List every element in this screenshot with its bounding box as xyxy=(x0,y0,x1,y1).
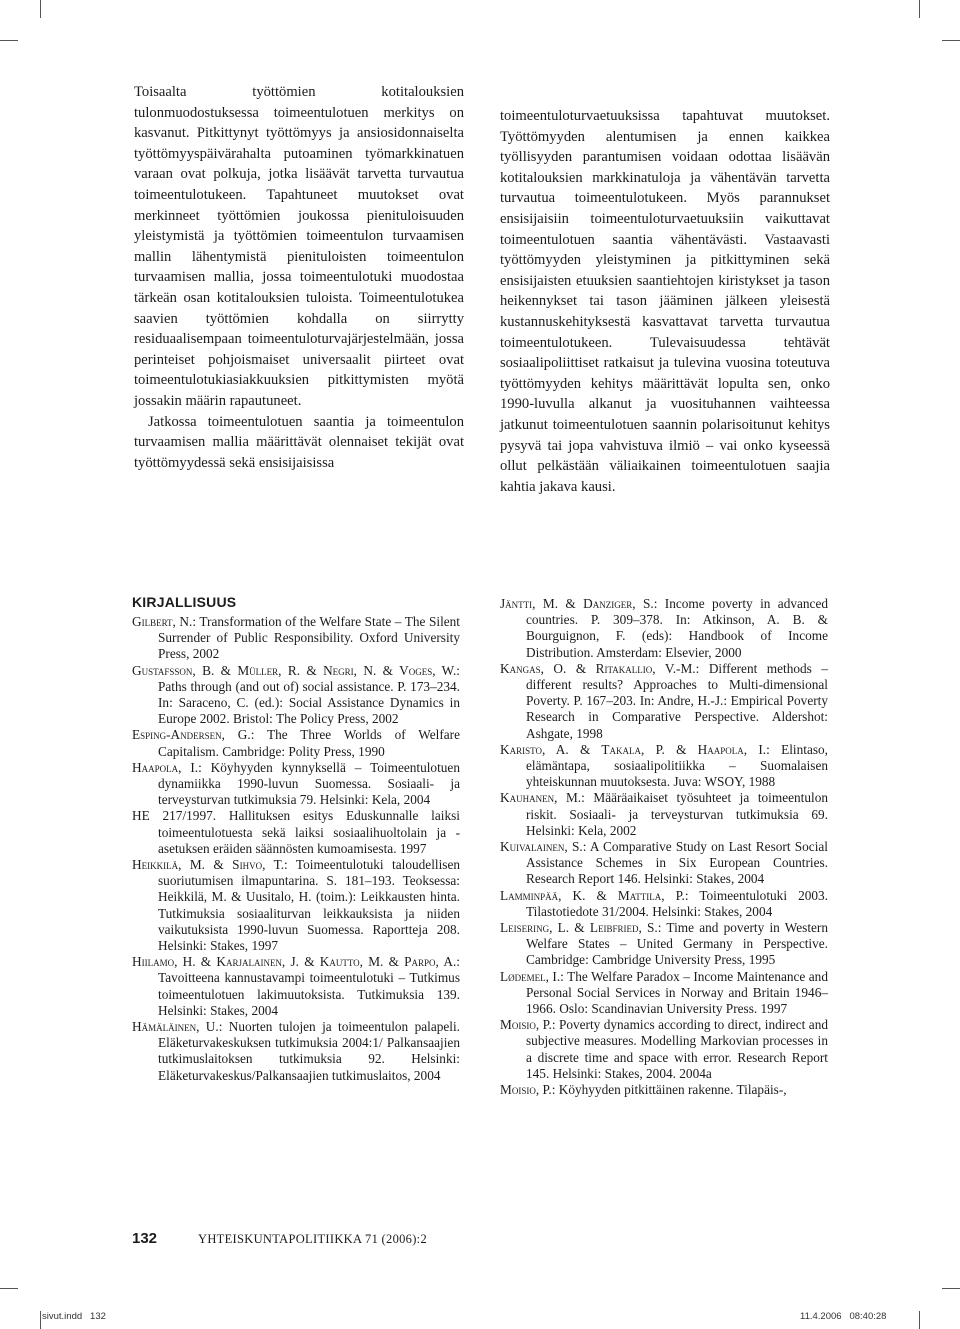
reference-authors: Lamminpää, K. & Mattila, P. xyxy=(500,887,685,903)
reference-entry xyxy=(132,614,460,663)
reference-authors: Jäntti, M. & Danziger, S. xyxy=(500,596,654,611)
reference-entry xyxy=(500,1082,828,1098)
reference-authors: Leisering, L. & Leibfried, S. xyxy=(500,920,658,936)
reference-text: : Time and poverty in Western Welfare States – United Germany in Perspective. Cambridge: Cambridge University Press, 1995 xyxy=(526,920,828,968)
references-list-right xyxy=(500,596,828,1098)
crop-mark xyxy=(0,40,18,41)
reference-authors: Hiilamo, H. & Karjalainen, J. & Kautto, M. & Parpo, A. xyxy=(132,954,457,970)
reference-authors: Kuivalainen, S. xyxy=(500,839,583,855)
slug-filename: sivut.indd 132 xyxy=(42,1311,106,1322)
reference-text: : Nuorten tulojen ja toimeentulon palapeli. Eläketurvakeskuksen tutkimuksia 2004:1/ Palkansaajien tutkimuslaitoksen tutkimuksia 92. Helsinki: Eläketurvakeskus/Palkansaajien tutkimuslaitos, 2004 xyxy=(158,1019,460,1083)
reference-text: HE 217/1997. Hallituksen esitys Eduskunnalle laiksi toimeentulotuesta sekä laiksi sosiaalihuoltolain ja -asetuksen eräiden säännösten kumoamisesta. 1997 xyxy=(132,808,460,856)
reference-entry xyxy=(132,663,460,728)
reference-entry xyxy=(132,1019,460,1084)
reference-text: : The Three Worlds of Welfare Capitalism. Cambridge: Polity Press, 1990 xyxy=(158,727,460,759)
reference-text: : Income poverty in advanced countries. P. 309–378. In: Atkinson, A. B. & Bourguignon, F. (eds): Handbook of Income Distribution. Amsterdam: Elsevier, 2000 xyxy=(526,596,829,660)
crop-mark xyxy=(919,1311,920,1329)
reference-text: : Elintaso, elämäntapa, sosiaalipolitiikka – Suomalaisen yhteiskunnan muutoksesta. Juva: WSOY, 1988 xyxy=(526,741,829,790)
reference-entry xyxy=(132,954,460,1019)
reference-entry xyxy=(500,969,828,1018)
reference-authors: Gilbert, N. xyxy=(132,614,193,629)
reference-authors: Moisio, P. xyxy=(500,1017,552,1033)
crop-mark xyxy=(40,1311,41,1329)
reference-text: : Määräaikaiset työsuhteet ja toimeentulon riskit. Sosiaali- ja terveysturvan tutkimuksia 69. Helsinki: Kela, 2002 xyxy=(526,790,828,838)
reference-authors: Kangas, O. & Ritakallio, V.-M. xyxy=(500,660,696,676)
reference-text: : Transformation of the Welfare State – The Silent Surrender of Public Responsibility. Oxford University Press, 2002 xyxy=(158,614,461,662)
body-column-right xyxy=(500,106,830,497)
journal-title: YHTEISKUNTAPOLITIIKKA 71 (2006):2 xyxy=(198,1232,428,1246)
reference-entry xyxy=(500,661,828,742)
reference-authors: Lødemel, I. xyxy=(500,968,561,984)
reference-entry xyxy=(132,727,460,759)
reference-entry xyxy=(500,790,828,839)
reference-authors: Karisto, A. & Takala, P. & Haapola, I. xyxy=(500,741,767,757)
crop-mark xyxy=(0,1288,18,1289)
reference-text: : Köyhyyden kynnyksellä – Toimeentulotuen dynamiikka 1990-luvun Suomessa. Sosiaali- ja terveysturvan tutkimuksia 79. Helsinki: Kela, 2004 xyxy=(158,759,460,808)
references-heading: KIRJALLISUUS xyxy=(132,594,237,610)
reference-text: : Poverty dynamics according to direct, indirect and subjective measures. Modelling Markovian processes in a discrete time and space with error. Research Report 145. Helsinki: Stakes, 2004. 2004a xyxy=(526,1017,828,1081)
reference-entry xyxy=(500,742,828,791)
reference-entry xyxy=(132,760,460,809)
body-paragraph: toimeentuloturvaetuuksissa tapahtuvat muutokset. Työttömyyden alentumisen ja ennen kaikkea työllisyyden parantumisen voidaan odottaa lisäävän kotitalouksien markkinatuloja ja vähentävän tarvetta turvautua toimeentulotukeen. Myös parannukset ensisijaisiin toimeentuloturvaetuuksiin vaikuttavat toimeentulotuen saantia vähentävästi. Vastaavasti työttömyyden yleistyminen ja pitkittyminen sekä ensisijaisten etuuksien saantiehtojen kiristykset ja tason heikennykset tai tason jääminen jälkeen yleisestä kustannuskehityksestä kasvattavat tarvetta turvautua toimeentulotukeen. Tulevaisuudessa tehtävät sosiaalipoliittiset ratkaisut ja tulevina vuosina toteutuva työttömyyden kehitys määrittävät lopulta sen, onko 1990-luvulla alkanut ja vuosituhannen vaihteessa jatkunut toimeentulotuen saannin polarisoitunut kehitys pysyvä tai jopa vahvistuva ilmiö – vai onko kyseessä ollut pelkästään väliaikainen toimeentulotuen saajia kahtia jakava kausi. xyxy=(500,108,830,495)
reference-text: : Köyhyyden pitkittäinen rakenne. Tilapäis-, xyxy=(551,1082,787,1098)
reference-authors: Moisio, P. xyxy=(500,1082,552,1098)
body-paragraph: Jatkossa toimeentulotuen saantia ja toimeentulon turvaamisen mallia määrittävät olennaiset tekijät ovat työttömyydessä sekä ensisijaisissa xyxy=(134,413,464,471)
body-column-left xyxy=(134,82,464,473)
reference-text: : A Comparative Study on Last Resort Social Assistance Schemes in Six European Countries. Research Report 146. Helsinki: Stakes, 2004 xyxy=(526,839,828,887)
reference-authors: Haapola, I. xyxy=(132,759,199,775)
crop-mark xyxy=(919,0,920,18)
crop-mark xyxy=(942,40,960,41)
reference-authors: Esping-Andersen, G. xyxy=(132,727,251,743)
reference-entry xyxy=(500,920,828,969)
references-list-left xyxy=(132,614,460,1084)
reference-text: : Tavoitteena kannustavampi toimeentulotuki – Tutkimus toimeentulotuen lakimuutoksista. Tutkimuksia 139. Helsinki: Stakes, 2004 xyxy=(158,954,460,1018)
body-paragraph: Toisaalta työttömien kotitalouksien tulonmuodostuksessa toimeentulotuen merkitys on kasvanut. Pitkittynyt työttömyys ja ansiosidonnaiselta työttömyyspäivärahalta putoaminen työmarkkinatuen varaan ovat polkuja, jotka lisäävät tarvetta turvautua toimeentulotukeen. Tapahtuneet muutokset ovat merkinneet työttömien joukossa pienituloisuuden yleistymistä ja työttömien toimeentulon turvaamisen mallin lähentymistä pienituloisten toimeentulon turvaamisen mallia, jossa toimeentulotuki muodostaa tärkeän osan kotitalouksien tuloista. Toimeentulotukea saavien työttömien kohdalla on siirrytty residuaalisempaan toimeentuloturvajärjestelmään, jossa perinteiset pohjoismaiset universaalit piirteet ovat toimeentulotukiasiakkuuksien pitkittymisten myötä jossakin määrin rapautuneet. xyxy=(134,84,464,409)
reference-text: : Toimeentulotuki taloudellisen suoriutumisen ilmapuntarina. S. 181–193. Teoksessa: Heikkilä, M. & Uusitalo, H. (toim.): Leikkausten hinta. Tutkimuksia sosiaaliturvan leikkauksista ja niiden vaikutuksista 1990-luvun Suomessa. Raportteja 208. Helsinki: Stakes, 1997 xyxy=(158,857,460,954)
crop-mark xyxy=(40,0,41,18)
reference-entry xyxy=(500,888,828,920)
reference-authors: Hämäläinen, U. xyxy=(132,1019,219,1035)
crop-mark xyxy=(942,1288,960,1289)
reference-entry xyxy=(500,1017,828,1082)
page-number: 132 xyxy=(132,1230,158,1247)
reference-entry xyxy=(132,808,460,857)
reference-authors: Heikkilä, M. & Sihvo, T. xyxy=(132,857,285,873)
reference-text: : Paths through (and out of) social assistance. P. 173–234. In: Saraceno, C. (ed.): Social Assistance Dynamics in Europe 2002. Bristol: The Policy Press, 2002 xyxy=(158,662,460,727)
reference-text: : The Welfare Paradox – Income Maintenance and Personal Social Services in Norway and Britain 1946–1966. Oslo: Scandinavian University Press. 1997 xyxy=(526,968,828,1017)
reference-authors: Gustafsson, B. & Müller, R. & Negri, N. & Voges, W. xyxy=(132,662,457,678)
reference-authors: Kauhanen, M. xyxy=(500,790,582,806)
reference-text: : Different methods – different results? Approaches to Multi-dimensional Poverty. P. 167–203. In: Andre, H.-J.: Empirical Poverty Research in Comparative Perspective. Aldershot: Ashgate, 1998 xyxy=(526,660,828,741)
reference-entry xyxy=(500,596,828,661)
reference-entry xyxy=(132,857,460,954)
reference-text: : Toimeentulotuki 2003. Tilastotiedote 31/2004. Helsinki: Stakes, 2004 xyxy=(526,887,828,919)
reference-entry xyxy=(500,839,828,888)
slug-timestamp: 11.4.2006 08:40:28 xyxy=(800,1311,887,1322)
